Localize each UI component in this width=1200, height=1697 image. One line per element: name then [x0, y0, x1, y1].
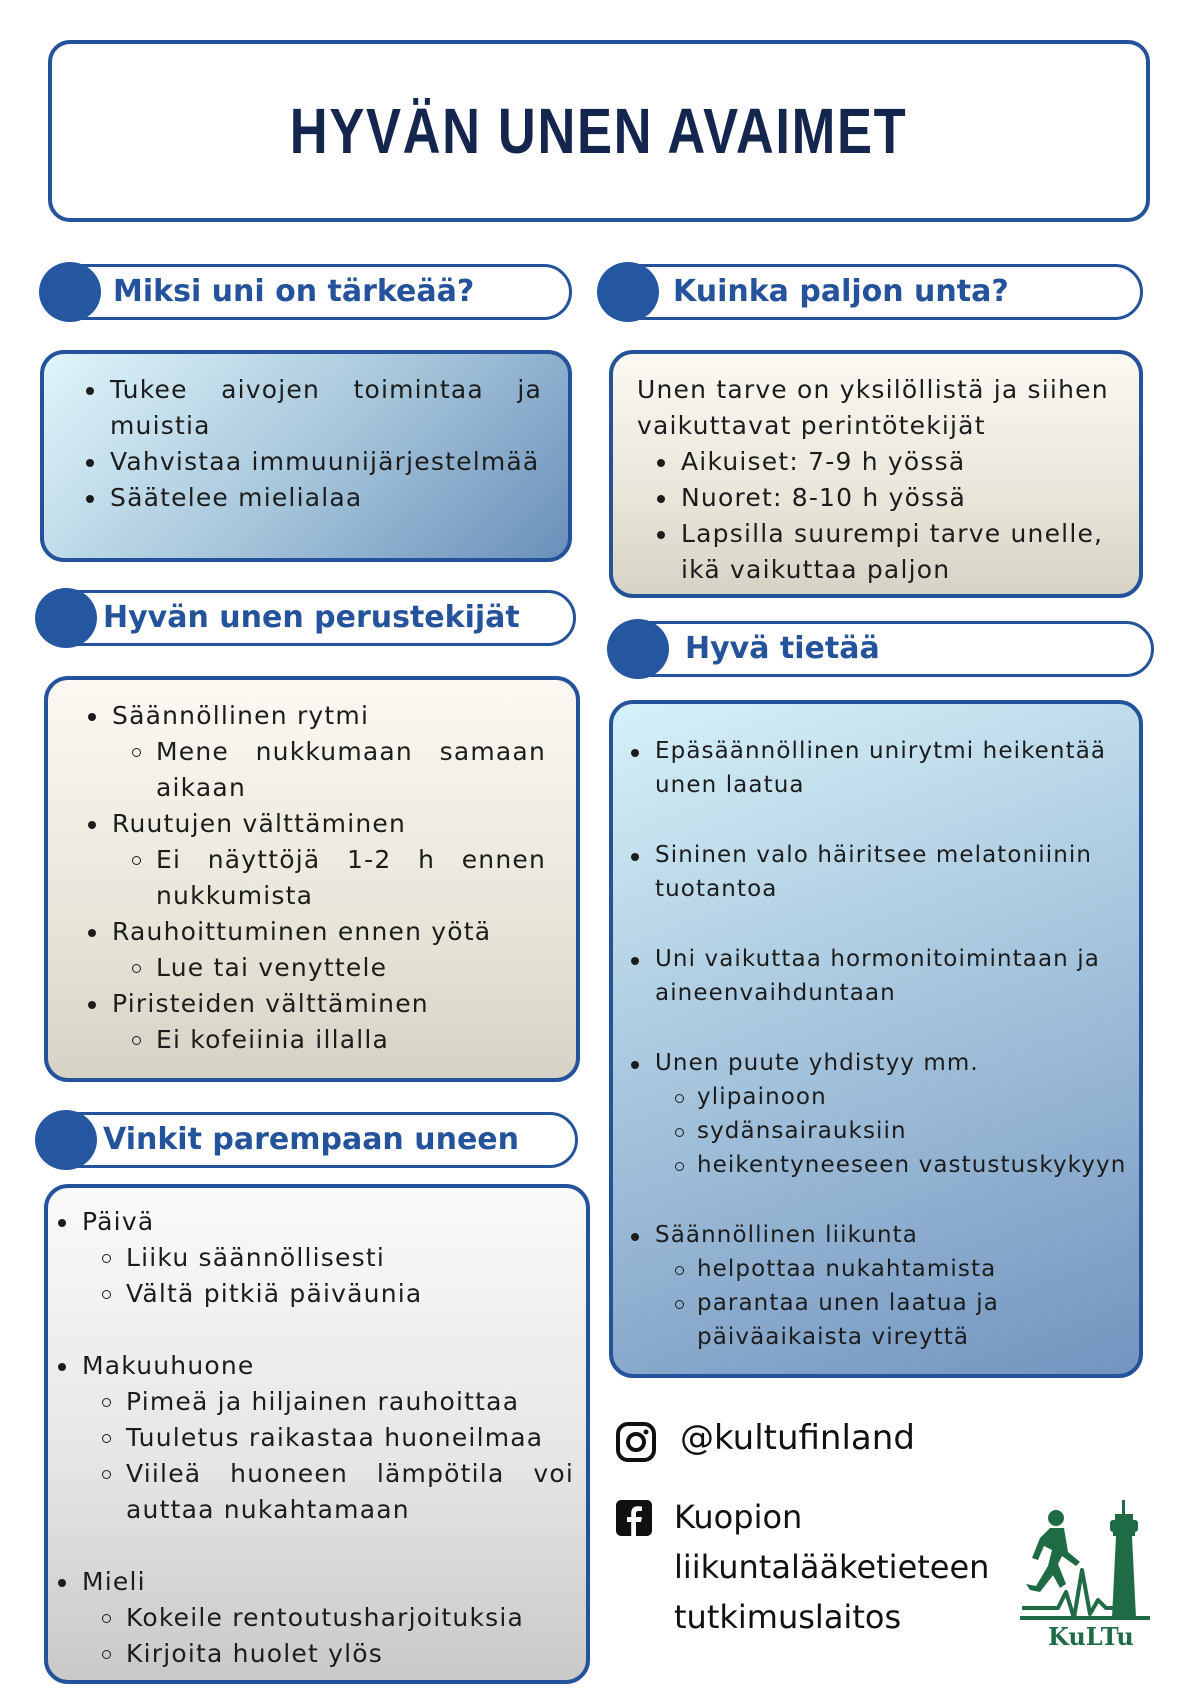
spacer — [631, 1182, 1131, 1218]
list-item: Nuoret: 8-10 h yössä — [657, 480, 1119, 516]
heading-how-much-label: Kuinka paljon unta? — [673, 274, 1009, 309]
why-box — [40, 350, 572, 562]
heading-why-label: Miksi uni on tärkeää? — [113, 274, 475, 309]
heading-dot — [597, 262, 659, 322]
how-much-box — [609, 350, 1143, 598]
spacer — [631, 1010, 1131, 1046]
facebook-line: tutkimuslaitos — [674, 1598, 902, 1636]
instagram-handle[interactable]: @kultufinland — [680, 1418, 915, 1458]
sub-list-item: Kokeile rentoutusharjoituksia — [58, 1600, 574, 1636]
spacer — [631, 906, 1131, 942]
heading-basics — [36, 590, 576, 646]
logo-runner-tower-icon — [1018, 1500, 1158, 1630]
list-item: Unen puute yhdistyy mm. — [631, 1046, 1131, 1080]
sub-list-item: helpottaa nukahtamista — [631, 1252, 1131, 1286]
spacer — [58, 1528, 574, 1564]
list-item: Uni vaikuttaa hormonitoimintaan ja aineenvaihduntaan — [631, 942, 1131, 1010]
sub-list-item: Ei kofeiinia illalla — [88, 1022, 546, 1058]
list-item: Tukee aivojen toimintaa ja muistia — [86, 372, 542, 444]
heading-how-much — [598, 264, 1143, 320]
heading-basics-label: Hyvän unen perustekijät — [103, 600, 520, 635]
list-item: Epäsäännöllinen unirytmi heikentää unen laatua — [631, 734, 1131, 802]
list-item: Mieli — [58, 1564, 574, 1600]
sub-list-item: Tuuletus raikastaa huoneilmaa — [58, 1420, 574, 1456]
sub-list-item: Mene nukkumaan samaan aikaan — [88, 734, 546, 806]
sub-list-item: parantaa unen laatua ja päiväaikaista vireyttä — [631, 1286, 1131, 1354]
basics-box — [44, 676, 580, 1082]
kultu-logo — [1018, 1500, 1158, 1650]
list-item: Lapsilla suurempi tarve unelle, ikä vaikuttaa paljon — [657, 516, 1119, 588]
list-item: Piristeiden välttäminen — [88, 986, 546, 1022]
instagram-icon[interactable] — [616, 1422, 656, 1462]
heading-dot — [35, 1110, 97, 1170]
list-item: Päivä — [58, 1204, 574, 1240]
list-item: Makuuhuone — [58, 1348, 574, 1384]
heading-dot — [39, 262, 101, 322]
list-item: Ruutujen välttäminen — [88, 806, 546, 842]
title-box — [48, 40, 1150, 222]
sub-list-item: Lue tai venyttele — [88, 950, 546, 986]
list-item: Säätelee mielialaa — [86, 480, 542, 516]
sub-list-item: ylipainoon — [631, 1080, 1131, 1114]
spacer — [58, 1312, 574, 1348]
list-item: Aikuiset: 7-9 h yössä — [657, 444, 1119, 480]
sub-list-item: Kirjoita huolet ylös — [58, 1636, 574, 1672]
spacer — [631, 802, 1131, 838]
heading-tips — [36, 1112, 578, 1168]
list-item: Rauhoittuminen ennen yötä — [88, 914, 546, 950]
how-much-intro: Unen tarve on yksilöllistä ja siihen vaikuttavat perintötekijät — [637, 375, 1109, 440]
facebook-org-name[interactable] — [674, 1492, 989, 1642]
heading-good-to-know — [608, 621, 1154, 677]
heading-why — [40, 264, 572, 320]
logo-text: KuLTu — [1048, 1622, 1134, 1651]
sub-list-item: Vältä pitkiä päiväunia — [58, 1276, 574, 1312]
facebook-line: Kuopion — [674, 1498, 803, 1536]
list-item: Vahvistaa immuunijärjestelmää — [86, 444, 542, 480]
heading-dot — [35, 588, 97, 648]
sub-list-item: Liiku säännöllisesti — [58, 1240, 574, 1276]
list-item: Sininen valo häiritsee melatoniinin tuotantoa — [631, 838, 1131, 906]
sub-list-item: Ei näyttöjä 1-2 h ennen nukkumista — [88, 842, 546, 914]
facebook-line: liikuntalääketieteen — [674, 1548, 990, 1586]
tips-box — [44, 1184, 590, 1684]
list-item: Säännöllinen liikunta — [631, 1218, 1131, 1252]
sub-list-item: Viileä huoneen lämpötila voi auttaa nukahtamaan — [58, 1456, 574, 1528]
heading-good-to-know-label: Hyvä tietää — [685, 631, 880, 666]
page-title: HYVÄN UNEN AVAIMET — [290, 95, 908, 167]
sub-list-item: heikentyneeseen vastustuskykyyn — [631, 1148, 1131, 1182]
good-to-know-box — [609, 700, 1143, 1378]
heading-tips-label: Vinkit parempaan uneen — [103, 1122, 520, 1157]
facebook-icon[interactable] — [616, 1500, 652, 1536]
sub-list-item: sydänsairauksiin — [631, 1114, 1131, 1148]
list-item: Säännöllinen rytmi — [88, 698, 546, 734]
sub-list-item: Pimeä ja hiljainen rauhoittaa — [58, 1384, 574, 1420]
heading-dot — [607, 619, 669, 679]
